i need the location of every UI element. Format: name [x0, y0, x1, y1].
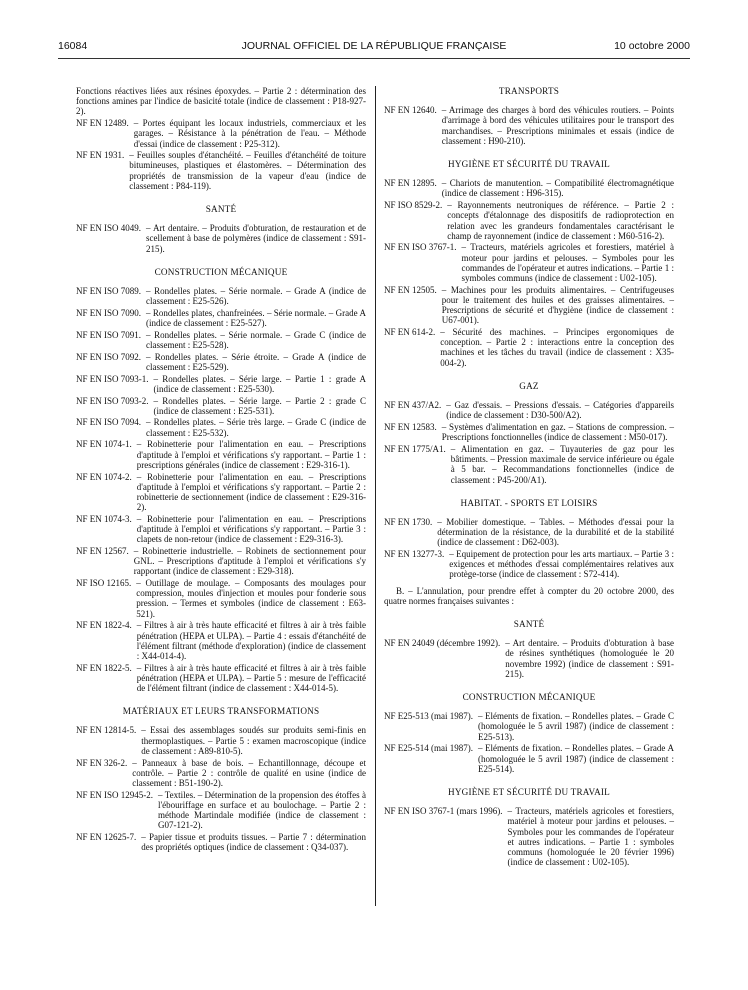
- standard-entry: [76, 472, 366, 513]
- standard-code: NF EN ISO 7093-2.: [76, 395, 149, 406]
- issue-date: 10 octobre 2000: [614, 40, 690, 52]
- standard-code: NF EN ISO 3767-1.: [384, 242, 457, 253]
- standard-description: – Eléments de fixation. – Rondelles plates. – Grade A (homologuée le 5 avril 1987) (indice de classement : E25-514).: [478, 743, 674, 774]
- entry-list: [76, 725, 366, 852]
- entry-list: [76, 118, 366, 191]
- standard-entry: [76, 790, 366, 831]
- standard-entry: [384, 422, 674, 442]
- standard-description: – Gaz d'essais. – Pressions d'essais. – Catégories d'appareils (indice de classement : D30-500/A2).: [446, 400, 674, 421]
- standard-code: NF EN 13277-3.: [384, 549, 445, 560]
- journal-title: JOURNAL OFFICIEL DE LA RÉPUBLIQUE FRANÇAISE: [241, 40, 507, 52]
- standard-description: – Mobilier domestique. – Tables. – Méthodes d'essai pour la détermination de la résistance, de la durabilité et de la stabilité (indice de classement : D62-003).: [437, 516, 674, 548]
- standard-code: NF EN 12583.: [384, 421, 437, 432]
- section-title-construction-mecanique-2: CONSTRUCTION MÉCANIQUE: [462, 692, 596, 703]
- standard-entry: [76, 578, 366, 619]
- standard-code: NF EN ISO 7094.: [76, 417, 142, 428]
- standard-entry: [76, 330, 366, 350]
- standard-description: – Essai des assemblages soudés sur produits semi-finis en thermoplastiques. – Partie 5 : examen macroscopique (indice de classement : A89-810-5).: [141, 725, 366, 756]
- entry-list: [384, 638, 674, 679]
- standard-code: NF EN 12505.: [384, 284, 437, 295]
- standard-description: – Chariots de manutention. – Compatibilité électromagnétique (indice de classement : H96-315).: [441, 178, 674, 199]
- standard-description: – Art dentaire. – Produits d'obturation, de restauration et de scellement à base de polymères (indice de classement : S91-215).: [146, 223, 366, 254]
- standard-code: NF EN ISO 7090.: [76, 307, 142, 318]
- standard-code: NF EN ISO 3767-1 (mars 1996).: [384, 806, 503, 817]
- standard-code: NF EN 1775/A1.: [384, 443, 446, 454]
- standard-entry: [384, 444, 674, 485]
- left-column: [76, 86, 366, 854]
- standard-code: NF EN 12567.: [76, 545, 129, 556]
- standard-code: NF EN 437/A2.: [384, 400, 442, 411]
- standard-description: – Rondelles plates. – Série étroite. – Grade A (indice de classement : E25-529).: [146, 351, 366, 372]
- standard-description: – Rayonnements neutroniques de référence. – Partie 2 : concepts d'étalonnage des dispositifs de radioprotection en relation avec les grandeurs fondamentales caractérisant le champ de rayonnement (indice de classement : M60-516-2).: [447, 200, 674, 241]
- standard-entry: [384, 638, 674, 679]
- standard-entry: [384, 178, 674, 198]
- standard-entry: [384, 327, 674, 368]
- standard-description: – Rondelles plates, chanfreinées. – Série normale. – Grade A (indice de classement : E25-527).: [146, 307, 366, 329]
- paragraph-annulation: B. – L'annulation, pour prendre effet à compter du 20 octobre 2000, des quatre normes françaises suivantes :: [384, 585, 674, 606]
- standard-code: NF EN ISO 7093-1.: [76, 373, 149, 384]
- standard-entry: [76, 514, 366, 545]
- standard-description: – Art dentaire. – Produits d'obturation à base de résines synthétiques (homologuée le 20 novembre 1992) (indice de classement : S91-215).: [505, 638, 674, 679]
- right-column: [384, 86, 674, 869]
- section-title-hygiene-2: HYGIÈNE ET SÉCURITÉ DU TRAVAIL: [447, 786, 610, 797]
- entry-list: [384, 178, 674, 368]
- standard-entry: [76, 546, 366, 577]
- standard-description: – Systèmes d'alimentation en gaz. – Stations de compression. – Prescriptions fonctionnelles (indice de classement : M50-017).: [441, 421, 674, 443]
- section-title-materiaux: MATÉRIAUX ET LEURS TRANSFORMATIONS: [122, 706, 320, 717]
- standard-code: NF EN ISO 7092.: [76, 351, 142, 362]
- section-title-habitat: HABITAT. - SPORTS ET LOISIRS: [460, 497, 598, 508]
- standard-entry: [384, 517, 674, 548]
- standard-code: NF EN ISO 4049.: [76, 223, 142, 234]
- standard-description: – Rondelles plates. – Série très large. – Grade C (indice de classement : E25-532).: [146, 417, 366, 438]
- standard-description: – Alimentation en gaz. – Tuyauteries de gaz pour les bâtiments. – Pression maximale de service inférieure ou égale à 5 bar. – Recommandations fonctionnelles (indice de classement : P45-200/A1).: [450, 443, 674, 485]
- entry-list: [384, 517, 674, 580]
- standard-entry: [76, 286, 366, 306]
- standard-entry: [76, 308, 366, 328]
- entry-list: [384, 105, 674, 146]
- section-title-gaz: GAZ: [519, 380, 539, 391]
- standard-code: NF EN ISO 7089.: [76, 286, 142, 297]
- standard-entry: [76, 223, 366, 254]
- standard-entry: [384, 549, 674, 580]
- standard-entry: [76, 758, 366, 789]
- standard-description: – Tracteurs, matériels agricoles et forestiers, matériel à moteur pour jardins et pelouses. – Symboles pour les commandes de l'opérateur et autres indications. – Partie 1 : symboles communs (indice de classement : U02-105).: [461, 242, 674, 284]
- standard-entry: [76, 118, 366, 149]
- section-title-sante-2: SANTÉ: [513, 619, 545, 630]
- entry-list: [76, 286, 366, 693]
- standard-entry: [76, 725, 366, 756]
- standard-code: NF EN 12895.: [384, 178, 437, 189]
- entry-list: [384, 400, 674, 485]
- standard-code: NF EN 1730.: [384, 516, 433, 527]
- standard-code: NF EN 12625-7.: [76, 832, 137, 842]
- standard-entry: [76, 352, 366, 372]
- section-title-transports: TRANSPORTS: [498, 86, 560, 96]
- standard-entry: [76, 439, 366, 470]
- standard-description: – Equipement de protection pour les arts martiaux. – Partie 3 : exigences et méthodes d'essai complémentaires relatives aux protège-torse (indice de classement : S72-414).: [449, 549, 674, 580]
- standard-entry: [76, 832, 366, 852]
- continuation-text: Fonctions réactives liées aux résines époxydes. – Partie 2 : détermination des fonctions amines par l'indice de basicité totale (indice de classement : P18-927-2).: [76, 86, 366, 117]
- standard-code: NF EN ISO 12945-2.: [76, 789, 154, 800]
- standard-description: – Robinetterie pour l'alimentation en eau. – Prescriptions d'aptitude à l'emploi et vérifications s'y rapportant. – Partie 3 : clapets de non-retour (indice de classement : E29-316-3).: [136, 513, 366, 545]
- standard-entry: [384, 400, 674, 420]
- standard-entry: [384, 200, 674, 241]
- section-title-sante: SANTÉ: [205, 204, 237, 215]
- section-title-construction-mecanique: CONSTRUCTION MÉCANIQUE: [154, 266, 288, 277]
- standard-code: NF EN 1074-3.: [76, 513, 132, 524]
- header-rule: [58, 58, 690, 59]
- standard-description: – Filtres à air à très haute efficacité et filtres à air à très faible pénétration (HEPA et ULPA). – Partie 5 : mesure de l'efficacité de l'élément filtrant (indice de classement : X44-014-5).: [136, 662, 366, 694]
- standard-description: – Robinetterie pour l'alimentation en eau. – Prescriptions d'aptitude à l'emploi et vérifications s'y rapportant. – Partie 1 : prescriptions générales (indice de classement : E29-316-1).: [136, 439, 366, 470]
- standard-entry: [76, 396, 366, 416]
- column-divider: [375, 86, 376, 906]
- entry-list: [384, 806, 674, 867]
- standard-entry: [384, 105, 674, 146]
- standard-description: – Feuilles souples d'étanchéité. – Feuilles d'étanchéité de toiture bitumineuses, plastiques et élastomères. – Détermination des propriétés de transmission de la vapeur d'eau (indice de classement : P84-119).: [129, 150, 366, 191]
- section-title-hygiene: HYGIÈNE ET SÉCURITÉ DU TRAVAIL: [447, 159, 610, 170]
- standard-description: – Machines pour les produits alimentaires. – Centrifugeuses pour le traitement des huiles et des graisses alimentaires. – Prescriptions de sécurité et d'hygiène (indice de classement : U67-001).: [441, 284, 674, 326]
- standard-description: – Rondelles plates. – Série large. – Partie 1 : grade A (indice de classement : E25-530).: [153, 373, 366, 394]
- standard-description: – Portes équipant les locaux industriels, commerciaux et les garages. – Résistance à la pénétration de l'eau. – Méthode d'essai (indice de classement : P25-312).: [133, 118, 366, 149]
- standard-description: – Sécurité des machines. – Principes ergonomiques de conception. – Partie 2 : interactions entre la conception des machines et les tâches du travail (indice de classement : X35-004-2).: [440, 327, 674, 368]
- standard-description: – Outillage de moulage. – Composants des moulages pour compression, moules d'injection et moules pour fonderie sous pression. – Termes et symboles (indice de classement : E63-521).: [136, 578, 366, 619]
- standard-code: NF EN 1074-1.: [76, 439, 132, 450]
- standard-entry: [76, 417, 366, 437]
- page-header: [58, 40, 690, 56]
- page-number: 16084: [58, 40, 88, 52]
- standard-description: – Filtres à air à très haute efficacité et filtres à air à très faible pénétration (HEPA et ULPA). – Partie 4 : essais d'étanchéité de l'élément filtrant (méthode d'exploration) (indice de classement : X44-014-4).: [136, 620, 366, 661]
- standard-code: NF ISO 12165.: [76, 578, 132, 589]
- standard-code: NF EN 1074-2.: [76, 471, 132, 482]
- standard-code: NF EN 326-2.: [76, 757, 128, 768]
- standard-description: – Textiles. – Détermination de la propension des étoffes à l'ébouriffage en surface et au boulochage. – Partie 2 : méthode Martindale modifiée (indice de classement : G07-121-2).: [158, 789, 366, 831]
- standard-entry: [384, 285, 674, 326]
- standard-entry: [384, 711, 674, 742]
- standard-entry: [384, 242, 674, 283]
- standard-code: NF EN 614-2.: [384, 327, 436, 338]
- standard-code: NF EN 12489.: [76, 118, 129, 129]
- standard-code: NF E25-513 (mai 1987).: [384, 711, 473, 722]
- standard-code: NF EN 1822-5.: [76, 662, 132, 673]
- standard-code: NF EN 1931.: [76, 150, 125, 161]
- standard-code: NF ISO 8529-2.: [384, 200, 443, 211]
- entry-list: [76, 223, 366, 254]
- standard-entry: [76, 620, 366, 661]
- standard-code: NF EN ISO 7091.: [76, 329, 142, 340]
- standard-code: NF EN 12640.: [384, 105, 437, 116]
- standard-description: – Eléments de fixation. – Rondelles plates. – Grade C (homologuée le 5 avril 1987) (indice de classement : E25-513).: [478, 711, 674, 742]
- entry-list: [384, 711, 674, 774]
- standard-entry: [76, 663, 366, 694]
- standard-entry: [76, 374, 366, 394]
- standard-description: – Tracteurs, matériels agricoles et forestiers, matériel à moteur pour jardins et pelouses. – Symboles pour les commandes de l'opérateur et autres indications. – Partie 1 : symboles communs (homologuée le 20 février 1996) (indice de classement : U02-105).: [507, 806, 674, 868]
- standard-description: – Rondelles plates. – Série large. – Partie 2 : grade C (indice de classement : E25-531).: [153, 395, 366, 416]
- standard-entry: [384, 806, 674, 867]
- standard-entry: [76, 150, 366, 191]
- standard-description: – Robinetterie industrielle. – Robinets de sectionnement pour GNL. – Prescriptions d'aptitude à l'emploi et vérifications s'y rapportant (indice de classement : E29-318).: [133, 545, 366, 577]
- standard-entry: [384, 743, 674, 774]
- standard-code: NF EN 1822-4.: [76, 620, 132, 631]
- standard-description: – Panneaux à base de bois. – Echantillonnage, découpe et contrôle. – Partie 2 : contrôle de qualité en usine (indice de classement : B51-190-2).: [132, 757, 366, 788]
- standard-code: NF EN 24049 (décembre 1992).: [384, 638, 501, 649]
- standard-code: NF E25-514 (mai 1987).: [384, 743, 473, 754]
- standard-code: NF EN 12814-5.: [76, 725, 137, 736]
- standard-description: – Rondelles plates. – Série normale. – Grade A (indice de classement : E25-526).: [146, 286, 366, 307]
- standard-description: – Robinetterie pour l'alimentation en eau. – Prescriptions d'aptitude à l'emploi et vérifications s'y rapportant. – Partie 2 : robinetterie de sectionnement (indice de classement : E29-316-2).: [136, 471, 366, 513]
- standard-description: – Papier tissue et produits tissues. – Partie 7 : détermination des propriétés optiques (indice de classement : Q34-037).: [141, 832, 366, 853]
- standard-description: – Arrimage des charges à bord des véhicules routiers. – Points d'arrimage à bord des véhicules utilitaires pour le transport des marchandises. – Prescriptions minimales et essais (indice de classement : H90-210).: [441, 105, 674, 146]
- standard-description: – Rondelles plates. – Série normale. – Grade C (indice de classement : E25-528).: [146, 329, 366, 351]
